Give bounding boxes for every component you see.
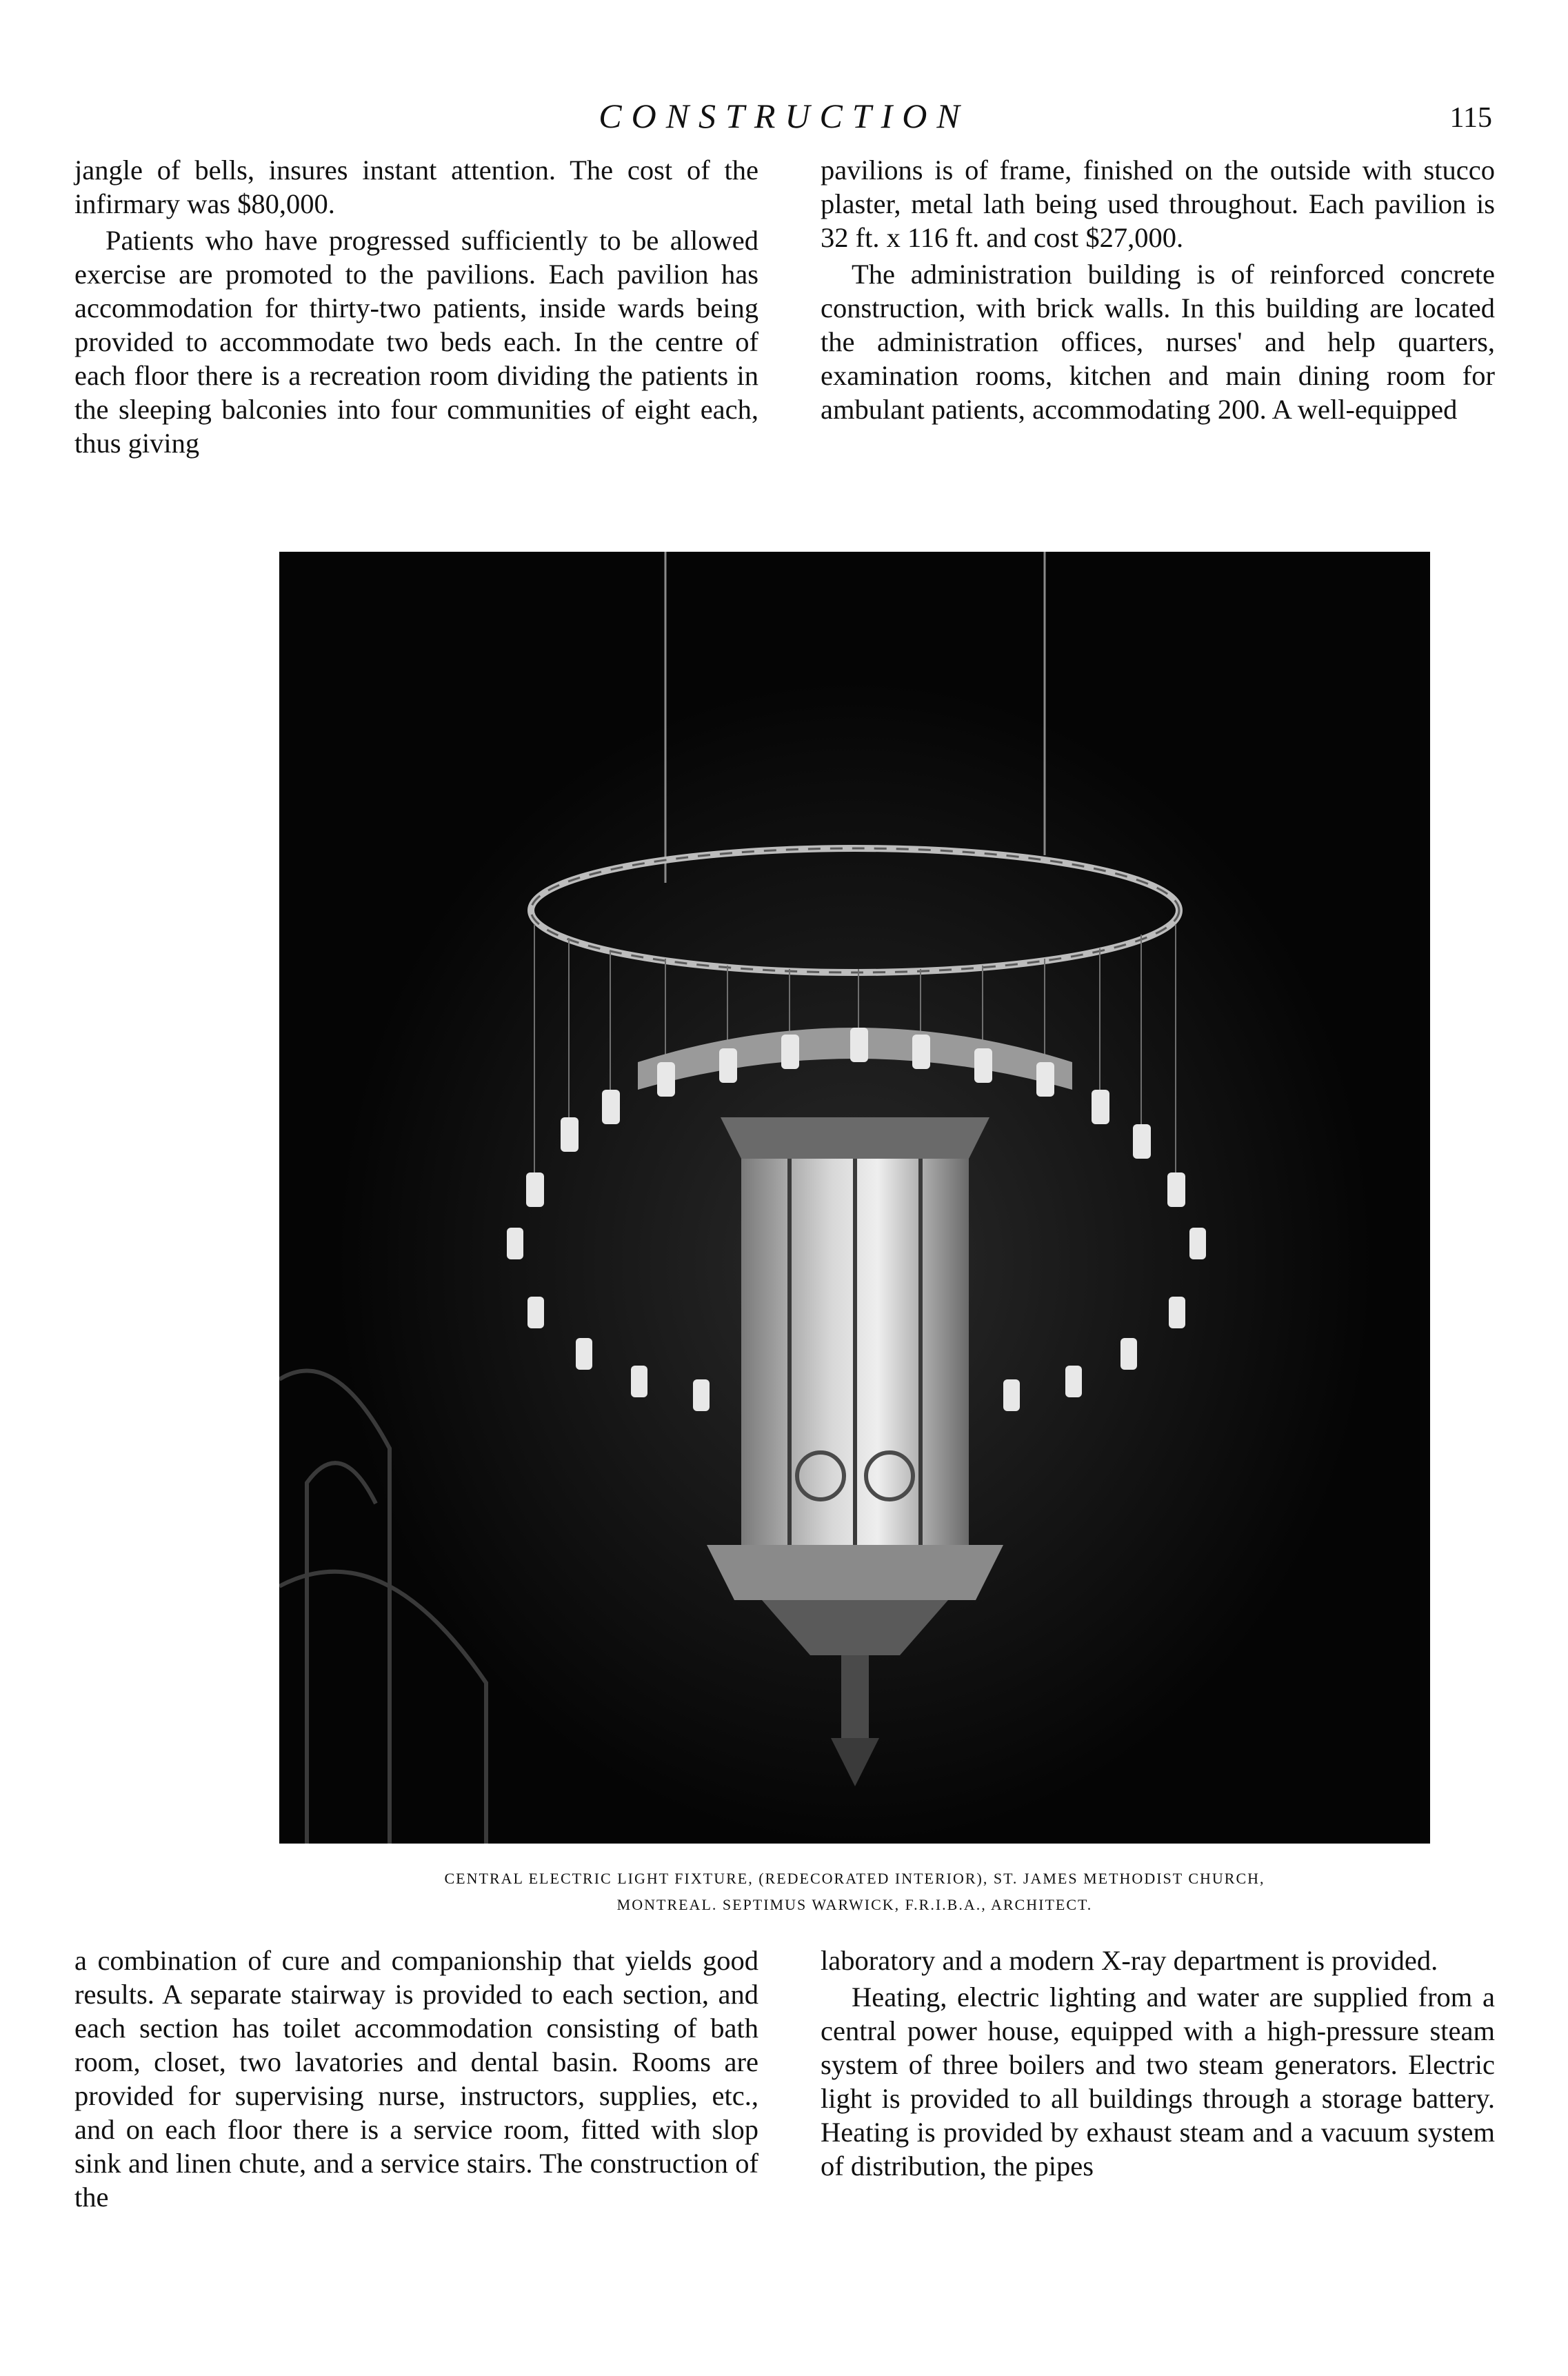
photo-caption xyxy=(279,1866,1430,1918)
column-top-left xyxy=(74,153,758,460)
column-bottom-right xyxy=(821,1944,1495,2183)
paragraph: pavilions is of frame, finished on the outside with stucco plaster, metal lath being used throughout. Each pavilion is 32 ft. x 116 ft. and cost $27,000. xyxy=(821,154,1495,253)
paragraph: jangle of bells, insures instant attention. The cost of the infirmary was $80,000. xyxy=(74,154,758,219)
chandelier-photograph xyxy=(279,552,1430,1844)
paragraph: Patients who have progressed sufficiently to be allowed exercise are promoted to the pavilions. Each pavilion has accommodation for thirty-two patients, inside wards being provided to accommodate two beds each. In the centre of each floor there is a recreation room dividing the patients in the sleeping balconies into four communities of eight each, thus giving xyxy=(74,225,758,459)
caption-line: MONTREAL. SEPTIMUS WARWICK, F.R.I.B.A., ARCHITECT. xyxy=(616,1896,1093,1913)
running-head: CONSTRUCTION xyxy=(599,97,969,135)
column-bottom-left xyxy=(74,1944,758,2214)
column-top-right xyxy=(821,153,1495,426)
chandelier-illustration xyxy=(279,552,1430,1844)
paragraph: a combination of cure and companionship that yields good results. A separate stairway is provided to each section, and each section has toilet accommodation consisting of bath room, closet, two lavatories and dental basin. Rooms are provided for supervising nurse, instructors, supplies, etc., and on each floor there is a service room, fitted with slop sink and linen chute, and a service stairs. The construction of the xyxy=(74,1945,758,2213)
caption-line: CENTRAL ELECTRIC LIGHT FIXTURE, (REDECORATED INTERIOR), ST. JAMES METHODIST CHURCH, xyxy=(444,1870,1265,1887)
paragraph: The administration building is of reinforced concrete construction, with brick walls. In this building are located the administration offices, nurses' and help quarters, examination rooms, kitchen and main dining room for ambulant patients, accommodating 200. A well-equipped xyxy=(821,259,1495,425)
page-number: 115 xyxy=(1449,102,1492,134)
paragraph: laboratory and a modern X-ray department is provided. xyxy=(821,1945,1438,1976)
paragraph: Heating, electric lighting and water are supplied from a central power house, equipped with a high-pressure steam system of three boilers and two steam generators. Electric light is provided to all buildings through a storage battery. Heating is provided by exhaust steam and a vacuum system of distribution, the pipes xyxy=(821,1981,1495,2182)
